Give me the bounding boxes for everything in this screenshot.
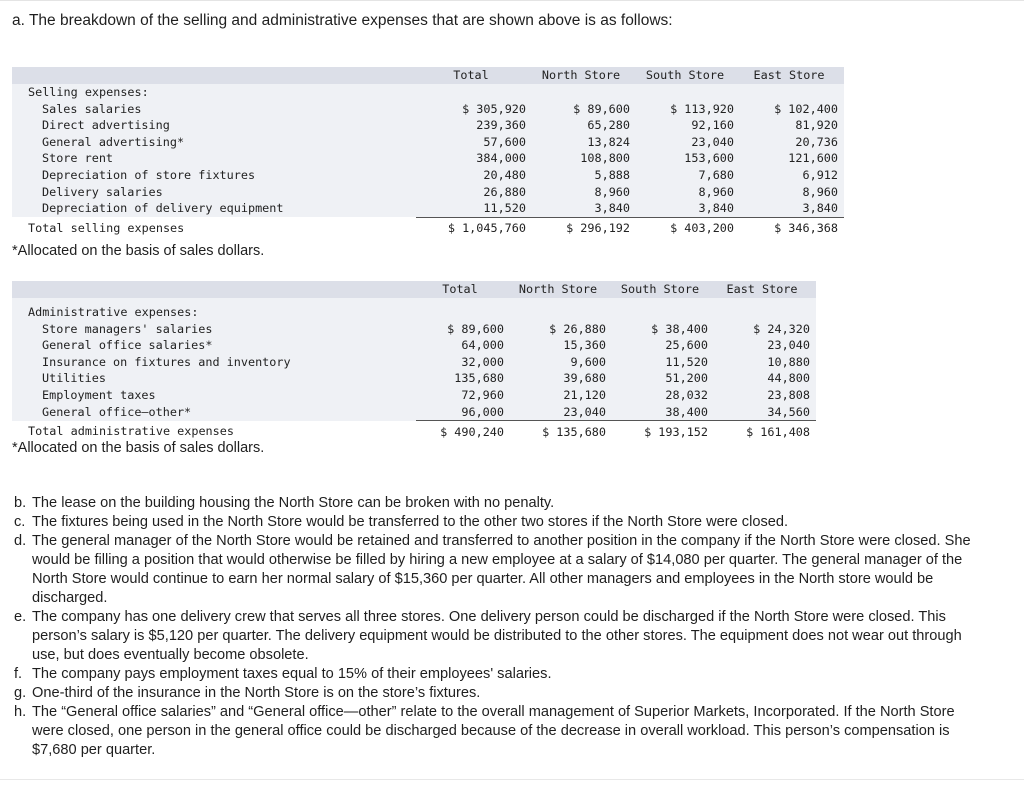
- table-header-row: [12, 281, 816, 298]
- list-item: [14, 513, 974, 532]
- table-row: [12, 101, 844, 118]
- cell-east: $ 24,320: [714, 321, 816, 338]
- cell-total: 72,960: [416, 387, 510, 404]
- cell-north: $ 89,600: [532, 101, 636, 118]
- table-row: [12, 117, 844, 134]
- list-item: [14, 665, 974, 684]
- cell-south: 7,680: [636, 167, 740, 184]
- row-label: Depreciation of store fixtures: [12, 167, 416, 184]
- cell-total: 32,000: [416, 354, 510, 371]
- cell-total: $ 89,600: [416, 321, 510, 338]
- cell-total: 64,000: [416, 337, 510, 354]
- list-item: [14, 684, 974, 703]
- cell-south: 51,200: [612, 370, 714, 387]
- row-label: General office salaries*: [12, 337, 416, 354]
- cell-north: 23,040: [510, 404, 612, 421]
- selling-expenses-table: [12, 67, 844, 239]
- item-letter: g.: [14, 685, 27, 701]
- col-header-south: South Store: [636, 67, 740, 84]
- cell-north: 65,280: [532, 117, 636, 134]
- total-cell-east: $ 346,368: [740, 217, 844, 239]
- cell-south: 23,040: [636, 134, 740, 151]
- admin-heading: Administrative expenses:: [12, 304, 416, 321]
- cell-south: 92,160: [636, 117, 740, 134]
- item-text: The company has one delivery crew that serves all three stores. One delivery person could be discharged if the North Store were closed. This person’s salary is $5,120 per quarter. The delivery equipment would be distributed to the other stores. The equipment does not wear out through use, but does eventually become obsolete.: [32, 609, 962, 663]
- cell-south: 38,400: [612, 404, 714, 421]
- cell-total: 384,000: [416, 150, 532, 167]
- total-cell-total: $ 1,045,760: [416, 217, 532, 239]
- bottom-divider: [0, 779, 1024, 780]
- total-label: Total selling expenses: [12, 217, 416, 239]
- table-row: [12, 200, 844, 217]
- list-item: [14, 608, 974, 665]
- assumption-list: [14, 494, 974, 760]
- cell-total: 135,680: [416, 370, 510, 387]
- row-label: Sales salaries: [12, 101, 416, 118]
- cell-total: 57,600: [416, 134, 532, 151]
- cell-east: 3,840: [740, 200, 844, 217]
- cell-east: 23,040: [714, 337, 816, 354]
- cell-north: 21,120: [510, 387, 612, 404]
- total-cell-south: $ 403,200: [636, 217, 740, 239]
- table-row: [12, 184, 844, 201]
- list-item: [14, 703, 974, 760]
- total-cell-north: $ 296,192: [532, 217, 636, 239]
- section-heading-row: [12, 304, 816, 321]
- cell-north: 39,680: [510, 370, 612, 387]
- cell-east: $ 102,400: [740, 101, 844, 118]
- item-letter: b.: [14, 495, 27, 511]
- cell-total: $ 305,920: [416, 101, 532, 118]
- item-text: One-third of the insurance in the North Store is on the store’s fixtures.: [32, 685, 481, 701]
- cell-south: $ 38,400: [612, 321, 714, 338]
- cell-total: 96,000: [416, 404, 510, 421]
- intro-text: a. The breakdown of the selling and administrative expenses that are shown above is as follows:: [12, 12, 673, 29]
- item-letter: e.: [14, 609, 27, 625]
- col-header-east: East Store: [740, 67, 844, 84]
- row-label: Store managers' salaries: [12, 321, 416, 338]
- cell-east: 8,960: [740, 184, 844, 201]
- col-header-total: Total: [416, 281, 510, 298]
- cell-east: 121,600: [740, 150, 844, 167]
- table-row: [12, 321, 816, 338]
- table-row: [12, 134, 844, 151]
- col-header-north: North Store: [510, 281, 612, 298]
- table-row: [12, 354, 816, 371]
- table-header-row: [12, 67, 844, 84]
- row-label: General office—other*: [12, 404, 416, 421]
- item-text: The “General office salaries” and “General office—other” relate to the overall management of Superior Markets, Incorporated. If the North Store were closed, one person in the general office could be discharged because of the decrease in overall workload. This person’s compensation is $7,680 per quarter.: [32, 704, 955, 758]
- cell-total: 239,360: [416, 117, 532, 134]
- admin-footnote: *Allocated on the basis of sales dollars.: [12, 440, 265, 456]
- cell-south: 3,840: [636, 200, 740, 217]
- cell-north: 15,360: [510, 337, 612, 354]
- cell-east: 6,912: [740, 167, 844, 184]
- item-letter: f.: [14, 666, 23, 682]
- top-divider: [0, 0, 1024, 1]
- cell-north: 13,824: [532, 134, 636, 151]
- cell-south: 28,032: [612, 387, 714, 404]
- table-row: [12, 387, 816, 404]
- item-letter: h.: [14, 704, 27, 720]
- cell-total: 26,880: [416, 184, 532, 201]
- item-text: The fixtures being used in the North Store would be transferred to the other two stores if the North Store were closed.: [32, 514, 789, 530]
- col-header-south: South Store: [612, 281, 714, 298]
- total-cell-total: $ 490,240: [416, 421, 510, 443]
- cell-south: 11,520: [612, 354, 714, 371]
- cell-east: 44,800: [714, 370, 816, 387]
- cell-south: 25,600: [612, 337, 714, 354]
- cell-south: 153,600: [636, 150, 740, 167]
- table-row: [12, 167, 844, 184]
- item-letter: c.: [14, 514, 26, 530]
- item-text: The company pays employment taxes equal to 15% of their employees' salaries.: [32, 666, 552, 682]
- row-label: Store rent: [12, 150, 416, 167]
- row-label: Depreciation of delivery equipment: [12, 200, 416, 217]
- cell-total: 20,480: [416, 167, 532, 184]
- cell-east: 34,560: [714, 404, 816, 421]
- table-row: [12, 150, 844, 167]
- cell-north: 3,840: [532, 200, 636, 217]
- table-row: [12, 337, 816, 354]
- total-label: Total administrative expenses: [12, 421, 416, 443]
- cell-south: $ 113,920: [636, 101, 740, 118]
- list-item: [14, 532, 974, 608]
- cell-east: 81,920: [740, 117, 844, 134]
- cell-north: 108,800: [532, 150, 636, 167]
- col-header-east: East Store: [714, 281, 816, 298]
- section-heading-row: [12, 84, 844, 101]
- item-text: The lease on the building housing the North Store can be broken with no penalty.: [32, 495, 555, 511]
- total-cell-south: $ 193,152: [612, 421, 714, 443]
- cell-south: 8,960: [636, 184, 740, 201]
- list-item: [14, 494, 974, 513]
- cell-north: $ 26,880: [510, 321, 612, 338]
- row-label: Insurance on fixtures and inventory: [12, 354, 416, 371]
- total-cell-east: $ 161,408: [714, 421, 816, 443]
- row-label: Delivery salaries: [12, 184, 416, 201]
- cell-north: 9,600: [510, 354, 612, 371]
- row-label: General advertising*: [12, 134, 416, 151]
- total-row: [12, 217, 844, 239]
- col-header-total: Total: [416, 67, 532, 84]
- item-text: The general manager of the North Store would be retained and transferred to another position in the company if the North Store were closed. She would be filling a position that would otherwise be filled by hiring a new employee at a salary of $14,080 per quarter. The general manager of the North Store would continue to earn her normal salary of $15,360 per quarter. All other managers and employees in the North store would be discharged.: [32, 533, 971, 606]
- col-header-north: North Store: [532, 67, 636, 84]
- administrative-expenses-table: [12, 281, 816, 443]
- selling-heading: Selling expenses:: [12, 84, 416, 101]
- table-row: [12, 404, 816, 421]
- cell-east: 20,736: [740, 134, 844, 151]
- cell-north: 8,960: [532, 184, 636, 201]
- item-letter: d.: [14, 533, 27, 549]
- row-label: Utilities: [12, 370, 416, 387]
- cell-north: 5,888: [532, 167, 636, 184]
- row-label: Employment taxes: [12, 387, 416, 404]
- selling-footnote: *Allocated on the basis of sales dollars.: [12, 243, 265, 259]
- total-cell-north: $ 135,680: [510, 421, 612, 443]
- row-label: Direct advertising: [12, 117, 416, 134]
- cell-total: 11,520: [416, 200, 532, 217]
- cell-east: 10,880: [714, 354, 816, 371]
- table-row: [12, 370, 816, 387]
- cell-east: 23,808: [714, 387, 816, 404]
